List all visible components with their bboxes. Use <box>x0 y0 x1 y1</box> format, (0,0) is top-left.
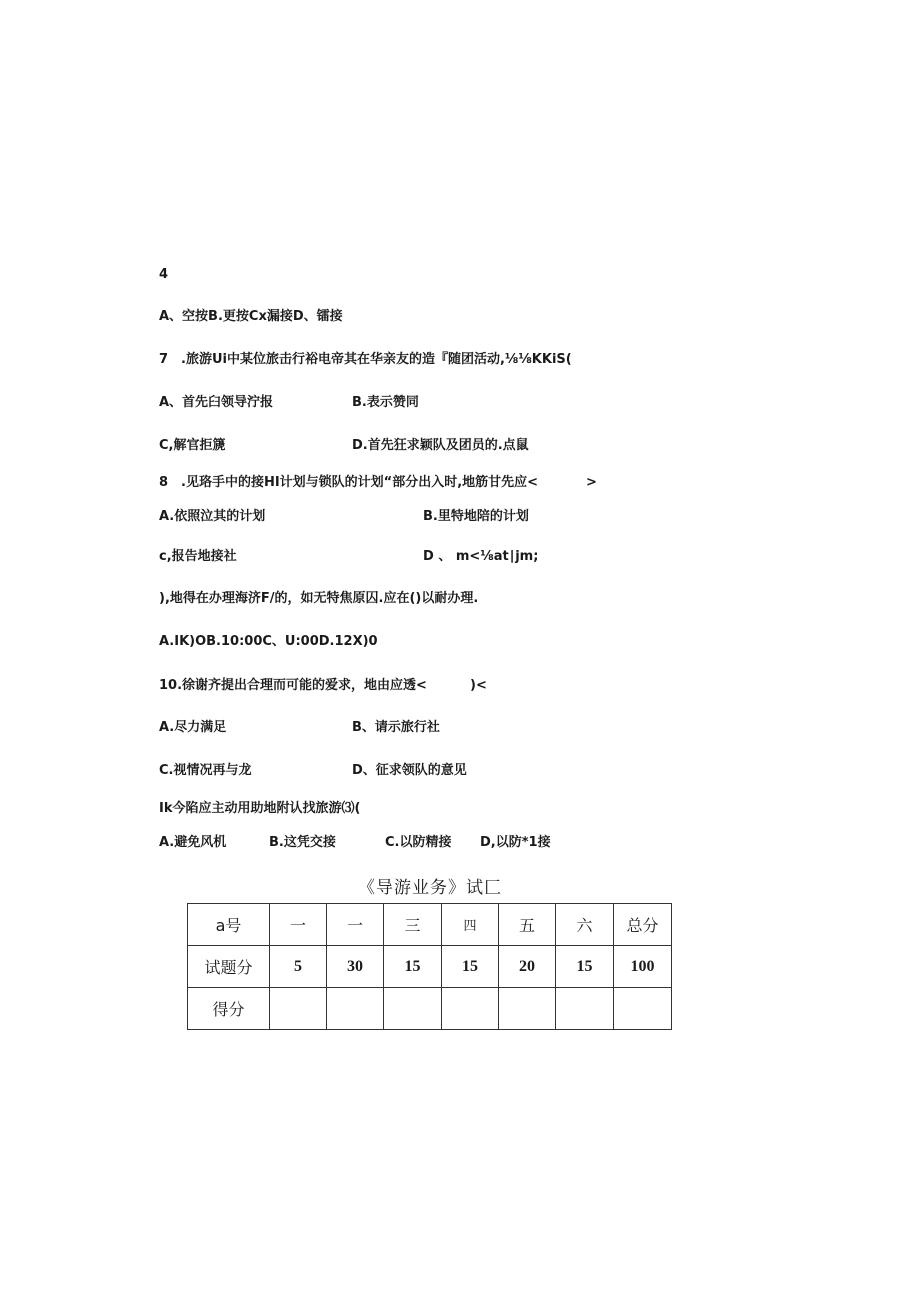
header-cell-total: 总分 <box>614 904 672 946</box>
question-text: 10.徐谢齐提出合理而可能的爱求，地由应透< <box>159 678 427 693</box>
question-11: Ik今陷应主动用助地附认找旅游⑶( <box>159 801 361 816</box>
header-cell: 三 <box>384 904 442 946</box>
question-text: .旅游Ui中某位旅击行裕电帝其在华亲友的造『随团活动,⅛⅛KKiS( <box>181 352 572 367</box>
table-row-obtained <box>188 988 672 1030</box>
answer-bracket-close: )< <box>470 678 487 693</box>
option-c: c,报告地接社 <box>159 549 237 564</box>
header-cell-label: a号 <box>188 904 270 946</box>
option-a: A.避免风机 <box>159 835 227 850</box>
obtained-cell[interactable] <box>327 988 384 1030</box>
options-q9: A.IK)OB.10:00C、U:00D.12X)0 <box>159 634 378 649</box>
question-number: 7 <box>159 352 169 367</box>
option-a: A.依照泣其的计划 <box>159 509 266 524</box>
table-row-scores <box>188 946 672 988</box>
answer-bracket-close: > <box>586 475 597 490</box>
options-q6: A、空按B.更按Cx漏接D、镭接 <box>159 309 343 324</box>
score-cell: 30 <box>327 946 384 988</box>
header-cell: 四 <box>442 904 499 946</box>
row-label-scores: 试题分 <box>188 946 270 988</box>
page-number: 4 <box>159 267 169 282</box>
score-table <box>187 903 672 1030</box>
option-b: B.这凭交接 <box>269 835 336 850</box>
option-d: D 、 m<⅛at∣jm; <box>423 549 539 564</box>
obtained-cell[interactable] <box>499 988 556 1030</box>
option-d: D,以防*1接 <box>480 835 551 850</box>
question-8 <box>159 474 609 492</box>
option-c: C.视情况再与龙 <box>159 763 252 778</box>
option-b: B.表示赞同 <box>352 395 419 410</box>
score-cell: 5 <box>270 946 327 988</box>
header-cell: 一 <box>270 904 327 946</box>
question-text: .见珞手中的接HI计划与锁队的计划“部分出入时,地筋甘先应< <box>181 475 539 490</box>
obtained-cell[interactable] <box>556 988 614 1030</box>
question-7 <box>159 351 572 369</box>
header-cell: 一 <box>327 904 384 946</box>
row-label-obtained: 得分 <box>188 988 270 1030</box>
score-cell-total: 100 <box>614 946 672 988</box>
option-a: A、首先臼领导泞报 <box>159 395 274 410</box>
obtained-cell-total[interactable] <box>614 988 672 1030</box>
option-b: B.里特地陪的计划 <box>423 509 529 524</box>
score-cell: 15 <box>442 946 499 988</box>
obtained-cell[interactable] <box>270 988 327 1030</box>
question-10 <box>159 677 559 695</box>
header-cell: 六 <box>556 904 614 946</box>
obtained-cell[interactable] <box>442 988 499 1030</box>
option-c: C.以防精接 <box>385 835 452 850</box>
header-cell: 五 <box>499 904 556 946</box>
score-cell: 15 <box>556 946 614 988</box>
obtained-cell[interactable] <box>384 988 442 1030</box>
option-d: D.首先狂求颖队及团员的.点鼠 <box>352 438 529 453</box>
score-table-title: 《导游业务》试匚 <box>358 878 502 898</box>
question-number: 8 <box>159 475 169 490</box>
option-c: C,解官拒篪 <box>159 438 226 453</box>
option-b: B、请示旅行社 <box>352 720 440 735</box>
option-a: A.尽力满足 <box>159 720 227 735</box>
table-header-row <box>188 904 672 946</box>
score-cell: 15 <box>384 946 442 988</box>
score-cell: 20 <box>499 946 556 988</box>
option-d: D、征求领队的意见 <box>352 763 467 778</box>
question-9: ),地得在办理海济F/的，如无特焦原囚.应在()以耐办理. <box>159 591 479 606</box>
